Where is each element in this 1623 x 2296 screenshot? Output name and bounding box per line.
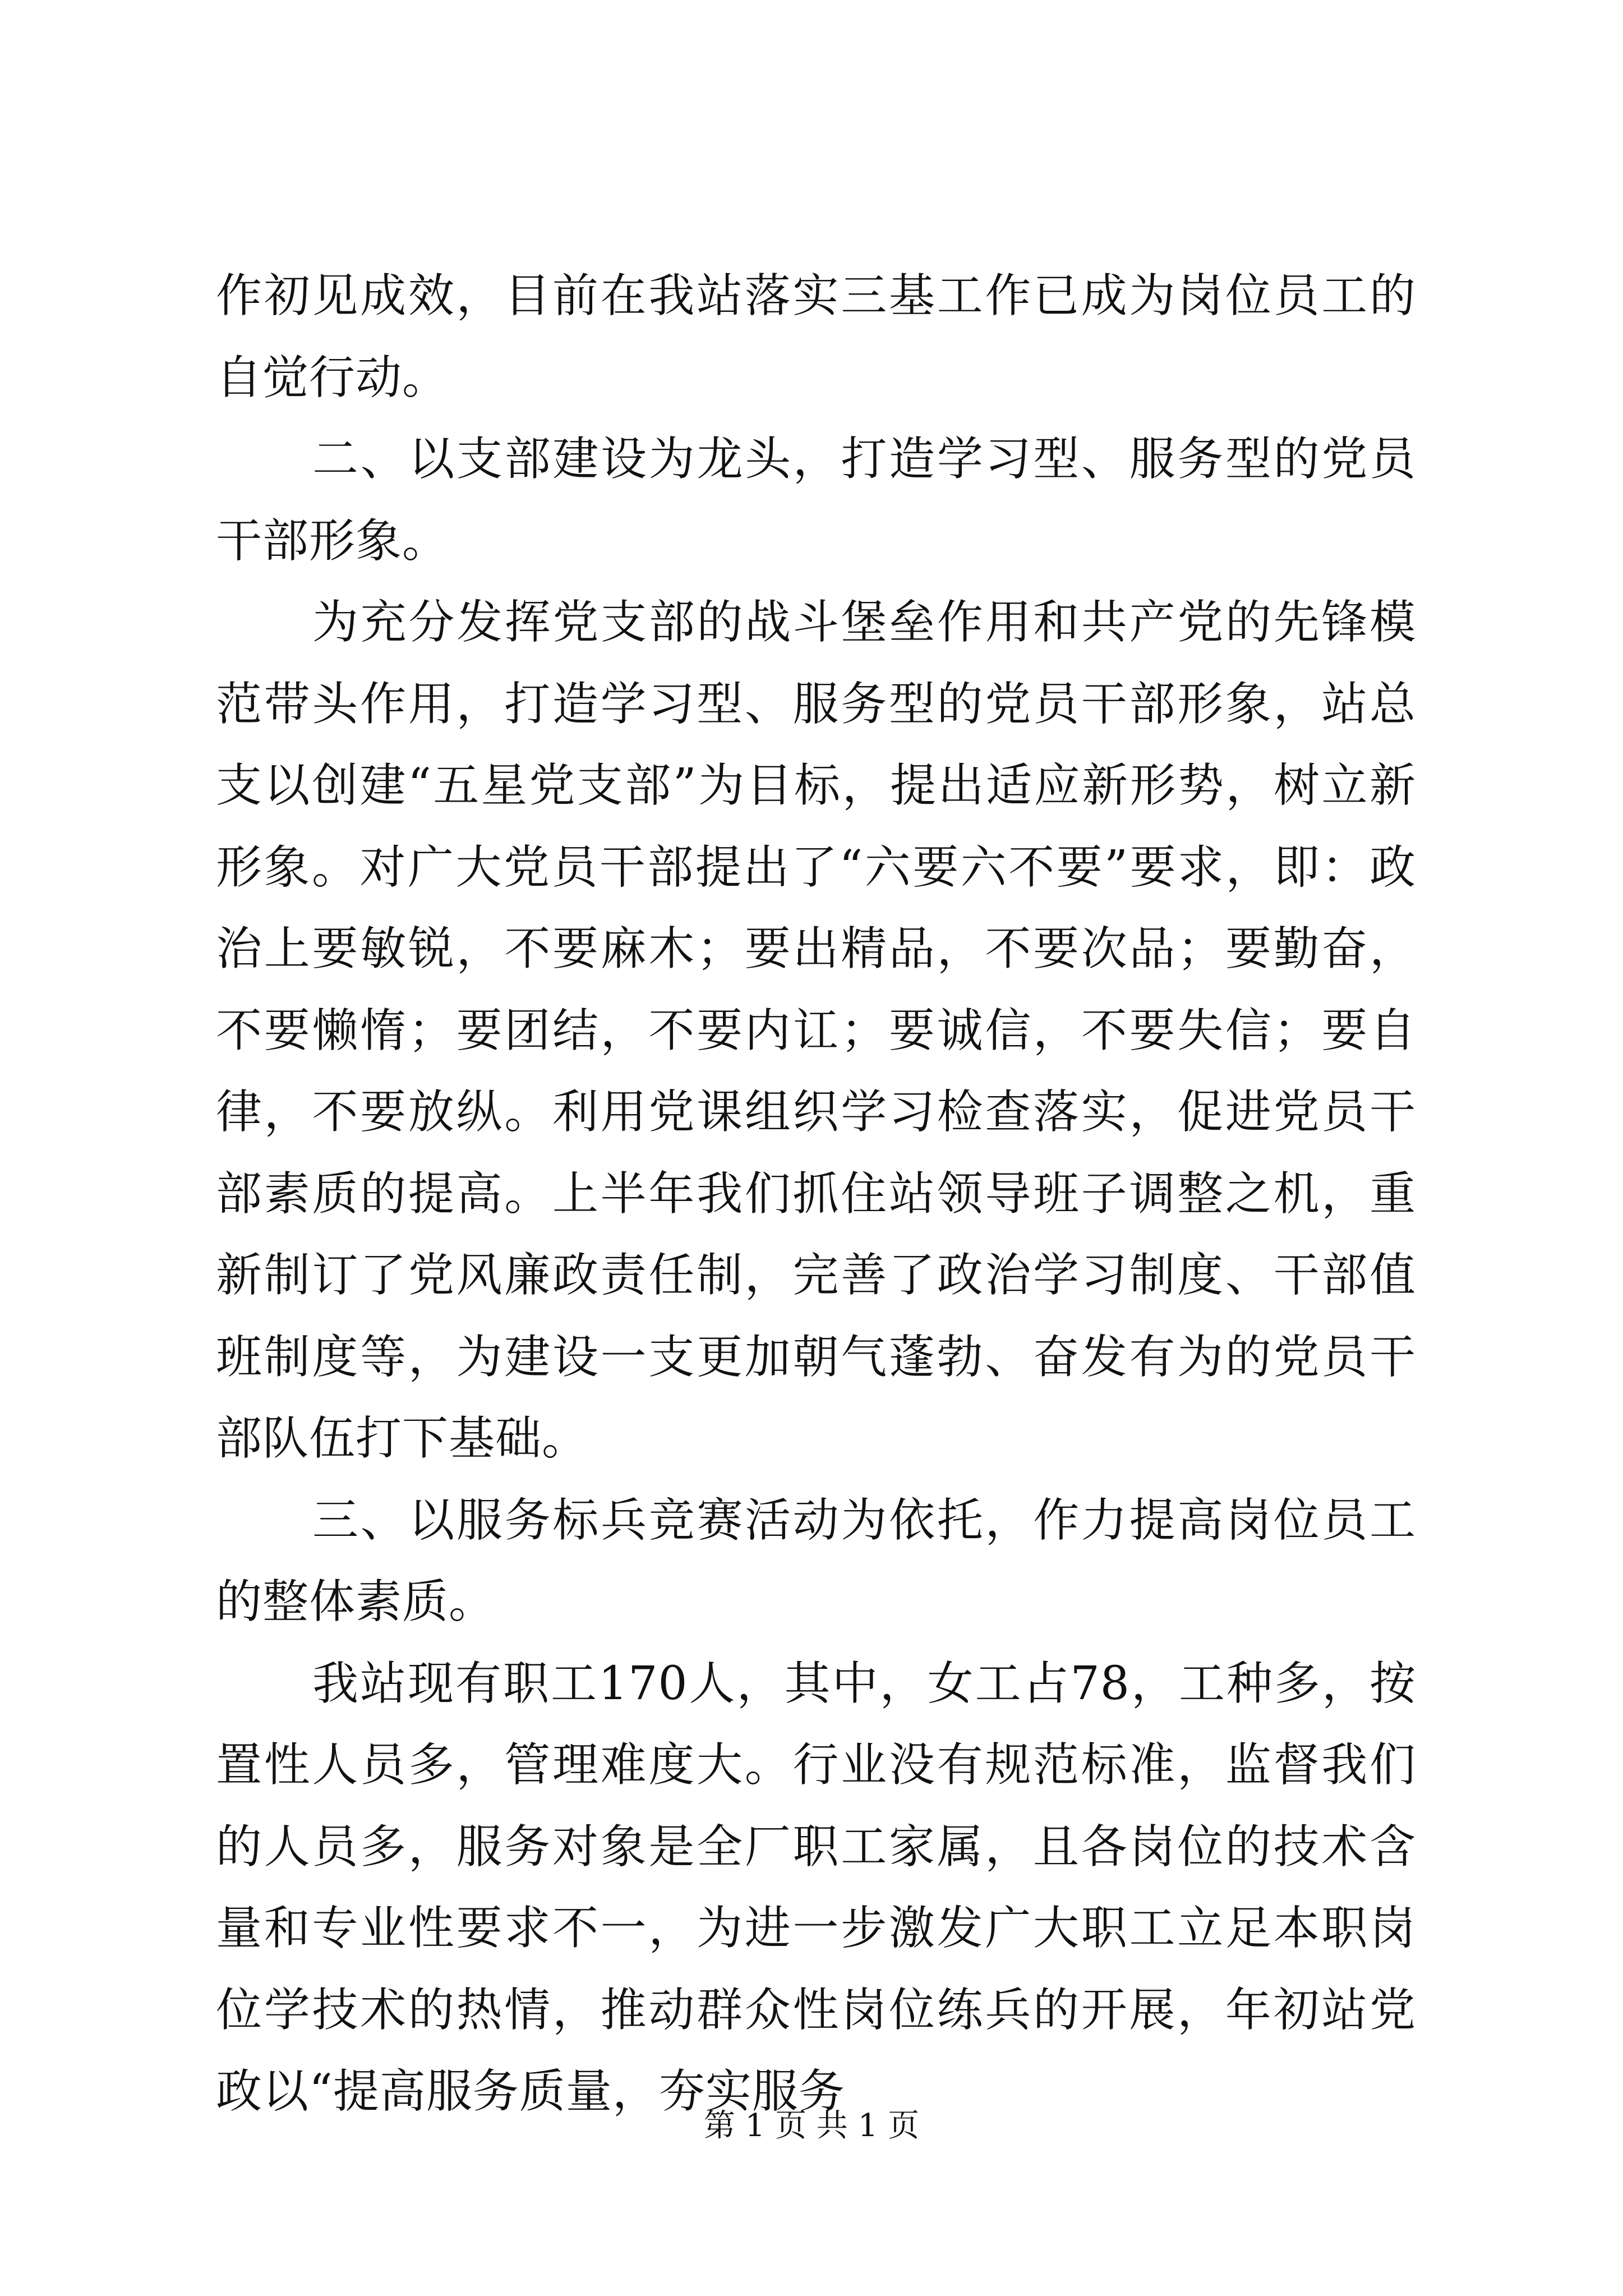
- document-body: [216, 255, 1416, 2133]
- paragraph-party-branch: 为充分发挥党支部的战斗堡垒作用和共产党的先锋模范带头作用，打造学习型、服务型的党员干部形象，站总支以创建“五星党支部”为目标，提出适应新形势，树立新形象。对广大党员干部提出了“六要六不要”要求，即：政治上要敏锐，不要麻木；要出精品，不要次品；要勤奋，不要懒惰；要团结，不要内讧；要诚信，不要失信；要自律，不要放纵。利用党课组织学习检查落实，促进党员干部素质的提高。上半年我们抓住站领导班子调整之机，重新制订了党风廉政责任制，完善了政治学习制度、干部值班制度等，为建设一支更加朝气蓬勃、奋发有为的党员干部队伍打下基础。: [216, 596, 1416, 1465]
- paragraph-staff: 我站现有职工170人，其中，女工占78，工种多，按置性人员多，管理难度大。行业没有规范标准，监督我们的人员多，服务对象是全厂职工家属，且各岗位的技术含量和专业性要求不一，为进一步激发广大职工立足本职岗位学技术的热情，推动群众性岗位练兵的开展，年初站党政以“提高服务质量，夯实服务: [216, 1657, 1416, 2118]
- page-footer: 第 1 页 共 1 页: [703, 2108, 920, 2144]
- section-heading-2: 二、以支部建设为龙头，打造学习型、服务型的党员干部形象。: [216, 432, 1416, 568]
- section-heading-3: 三、以服务标兵竞赛活动为依托，作力提高岗位员工的整体素质。: [216, 1493, 1416, 1628]
- paragraph-continuation: 作初见成效，目前在我站落实三基工作已成为岗位员工的自觉行动。: [216, 269, 1416, 404]
